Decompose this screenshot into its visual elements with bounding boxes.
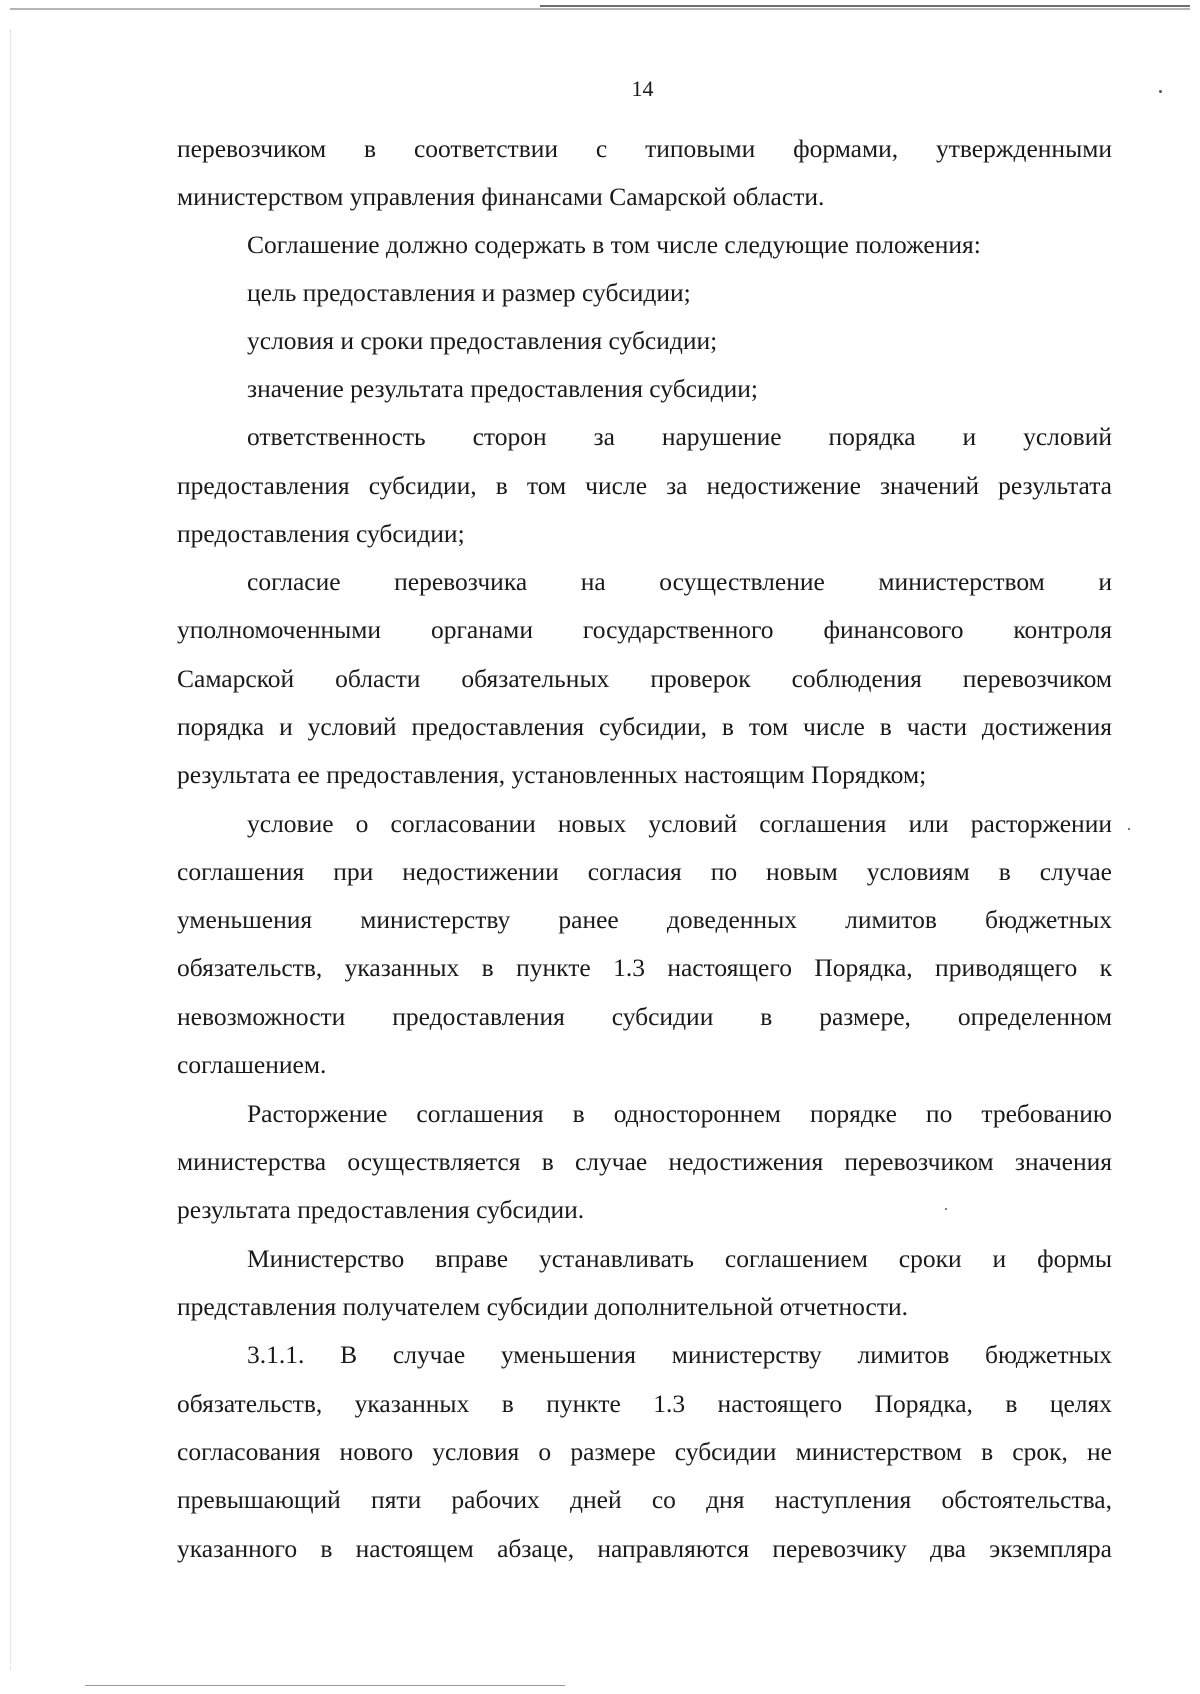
text-line: соглашением. <box>177 1050 327 1079</box>
text-line: обязательств, указанных в пункте 1.3 настоящего Порядка, в целях <box>177 1389 1112 1418</box>
text-line: уполномоченными органами государственного финансового контроля <box>177 615 1112 644</box>
page-number: 14 <box>631 76 654 101</box>
text-line: ответственность сторон за нарушение порядка и условий <box>247 422 1112 451</box>
text-line: соглашения при недостижении согласия по новым условиям в случае <box>177 857 1112 886</box>
text-line: порядка и условий предоставления субсидии, в том числе в части достижения <box>177 712 1112 741</box>
text-line: Расторжение соглашения в одностороннем порядке по требованию <box>247 1099 1112 1128</box>
text-line: указанного в настоящем абзаце, направляются перевозчику два экземпляра <box>177 1534 1112 1563</box>
text-line: Соглашение должно содержать в том числе следующие положения: <box>247 230 981 259</box>
text-line: цель предоставления и размер субсидии; <box>247 278 691 307</box>
text-line: министерства осуществляется в случае недостижения перевозчиком значения <box>177 1147 1112 1176</box>
text-line: предоставления субсидии; <box>177 519 465 548</box>
text-line: условие о согласовании новых условий соглашения или расторжении <box>247 809 1112 838</box>
text-line: уменьшения министерству ранее доведенных лимитов бюджетных <box>177 905 1112 934</box>
text-line: невозможности предоставления субсидии в размере, определенном <box>177 1002 1112 1031</box>
text-line: перевозчиком в соответствии с типовыми формами, утвержденными <box>177 134 1112 163</box>
text-line: 3.1.1. В случае уменьшения министерству лимитов бюджетных <box>247 1340 1112 1369</box>
text-line: условия и сроки предоставления субсидии; <box>247 326 718 355</box>
scan-border-top <box>10 8 1190 10</box>
text-line: обязательств, указанных в пункте 1.3 настоящего Порядка, приводящего к <box>177 953 1112 982</box>
text-line: Самарской области обязательных проверок соблюдения перевозчиком <box>177 664 1112 693</box>
text-line: министерством управления финансами Самарской области. <box>177 182 825 211</box>
text-line: представления получателем субсидии дополнительной отчетности. <box>177 1292 908 1321</box>
text-line: согласие перевозчика на осуществление министерством и <box>247 567 1112 596</box>
text-line: результата ее предоставления, установленных настоящим Порядком; <box>177 760 927 789</box>
scan-border-bottom <box>85 1685 565 1686</box>
text-line: результата предоставления субсидии. <box>177 1195 585 1224</box>
text-line: Министерство вправе устанавливать соглашением сроки и формы <box>247 1244 1112 1273</box>
text-line: превышающий пяти рабочих дней со дня наступления обстоятельства, <box>177 1485 1112 1514</box>
scan-speck <box>1128 828 1130 830</box>
text-line: согласования нового условия о размере субсидии министерством в срок, не <box>177 1437 1112 1466</box>
scan-edge-left <box>10 30 11 1670</box>
scan-border-top-dark <box>540 5 1190 7</box>
text-line: предоставления субсидии, в том числе за недостижение значений результата <box>177 471 1112 500</box>
text-line: значение результата предоставления субсидии; <box>247 374 758 403</box>
